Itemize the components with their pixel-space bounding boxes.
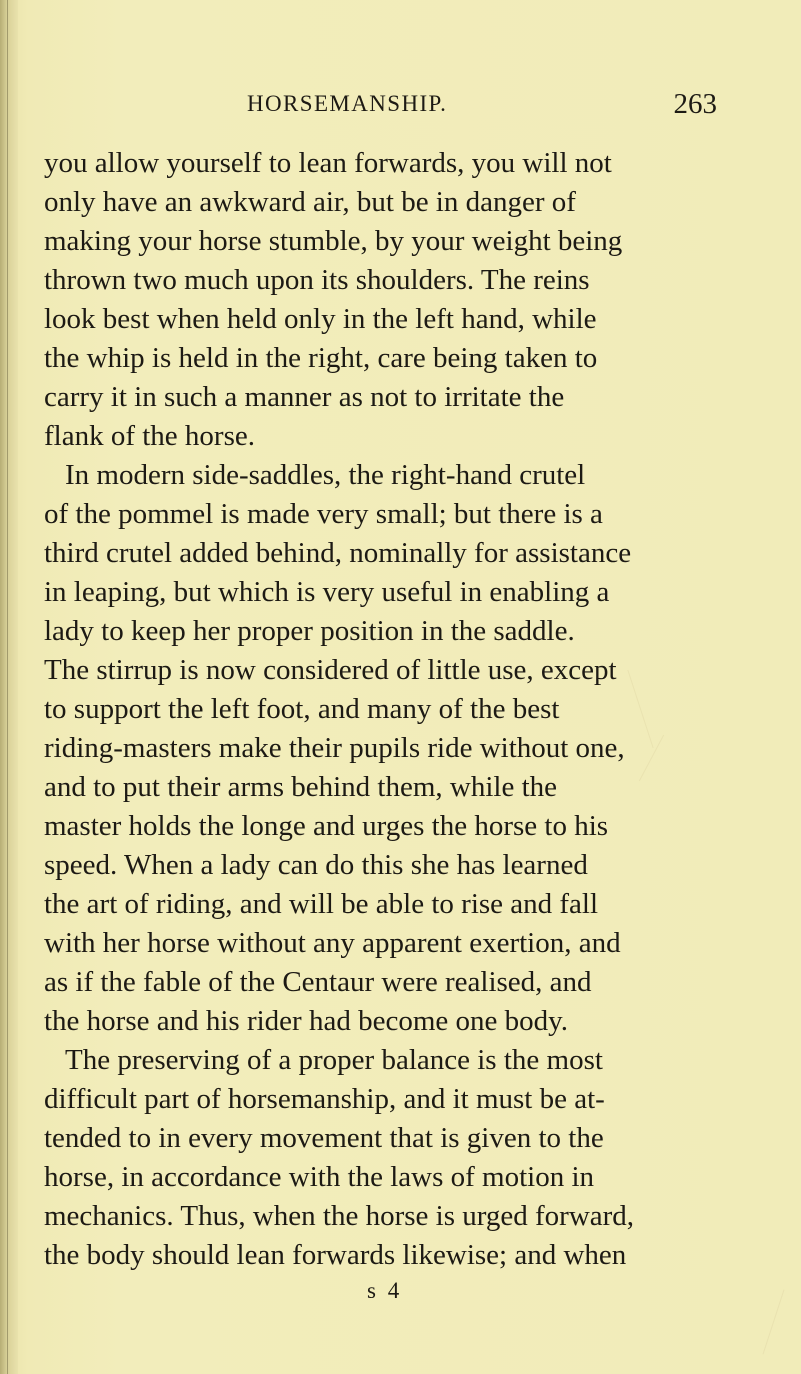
signature-mark: s 4 bbox=[367, 1278, 403, 1303]
text-line: lady to keep her proper position in the saddle. bbox=[44, 615, 575, 647]
text-line: of the pommel is made very small; but there is a bbox=[44, 498, 603, 530]
binding-shadow-line bbox=[7, 0, 8, 1374]
body-text bbox=[44, 144, 724, 1284]
text-line: horse, in accordance with the laws of motion in bbox=[44, 1161, 595, 1193]
text-line: only have an awkward air, but be in danger of bbox=[44, 186, 576, 218]
text-line: tended to in every movement that is given to the bbox=[44, 1122, 604, 1154]
paragraph-start-line: In modern side-saddles, the right-hand crutel bbox=[65, 459, 586, 491]
text-line: flank of the horse. bbox=[44, 420, 255, 452]
text-line: making your horse stumble, by your weight being bbox=[44, 225, 623, 257]
text-line: with her horse without any apparent exertion, and bbox=[44, 927, 621, 959]
text-line: look best when held only in the left hand, while bbox=[44, 303, 597, 335]
text-line: difficult part of horsemanship, and it must be at- bbox=[44, 1083, 605, 1115]
text-line: in leaping, but which is very useful in enabling a bbox=[44, 576, 610, 608]
paper-crease bbox=[763, 1290, 785, 1355]
text-line: as if the fable of the Centaur were realised, and bbox=[44, 966, 592, 998]
paragraph-start-line: The preserving of a proper balance is the most bbox=[65, 1044, 603, 1076]
text-line: to support the left foot, and many of the best bbox=[44, 693, 560, 725]
page-number: 263 bbox=[673, 88, 717, 120]
text-line: the art of riding, and will be able to rise and fall bbox=[44, 888, 599, 920]
text-line: speed. When a lady can do this she has learned bbox=[44, 849, 588, 881]
text-line: riding-masters make their pupils ride without one, bbox=[44, 732, 625, 764]
text-line: master holds the longe and urges the horse to his bbox=[44, 810, 609, 842]
running-title: HORSEMANSHIP. bbox=[247, 91, 448, 116]
text-line: and to put their arms behind them, while the bbox=[44, 771, 558, 803]
text-line: thrown two much upon its shoulders. The reins bbox=[44, 264, 590, 296]
text-line: the whip is held in the right, care being taken to bbox=[44, 342, 598, 374]
text-line: you allow yourself to lean forwards, you will not bbox=[44, 147, 612, 179]
running-head bbox=[247, 86, 717, 122]
text-line: the body should lean forwards likewise; and when bbox=[44, 1239, 627, 1271]
text-line: mechanics. Thus, when the horse is urged forward, bbox=[44, 1200, 635, 1232]
text-line: the horse and his rider had become one body. bbox=[44, 1005, 568, 1037]
text-line: third crutel added behind, nominally for assistance bbox=[44, 537, 632, 569]
text-line: The stirrup is now considered of little use, except bbox=[44, 654, 617, 686]
page-binding-edge bbox=[0, 0, 18, 1374]
text-line: carry it in such a manner as not to irritate the bbox=[44, 381, 565, 413]
